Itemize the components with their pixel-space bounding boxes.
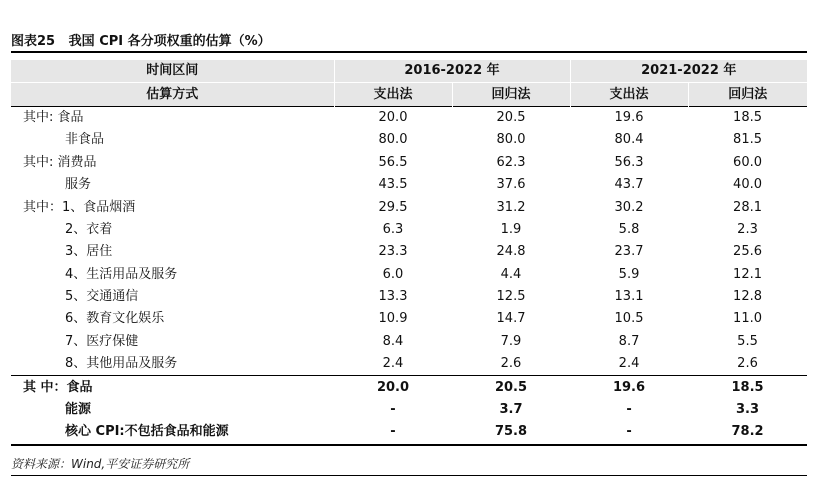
header-row-method: [11, 83, 807, 106]
cell-value: 2.4: [382, 356, 404, 372]
cell-value: 6.0: [382, 266, 404, 282]
cell-value: 14.7: [496, 311, 526, 327]
row-label: 5、交通通信: [65, 289, 139, 305]
row-label: 3、居住: [65, 244, 113, 260]
cell-value: 8.7: [618, 333, 640, 349]
header-method-expenditure-1: 支出法: [334, 83, 452, 106]
table-row: [11, 399, 807, 421]
header-time-range: 时间区间: [11, 60, 334, 83]
cell-value: 43.7: [614, 177, 644, 193]
cell-value: 8.4: [382, 333, 404, 349]
cell-value: 2.6: [500, 356, 522, 372]
cell-value: 80.0: [496, 132, 526, 148]
title-rule: [11, 51, 807, 53]
cell-value: 5.8: [618, 221, 640, 237]
cell-value: 25.6: [733, 244, 762, 260]
cell-value: 81.5: [733, 132, 762, 148]
table-row: [11, 331, 807, 353]
table-row: [11, 152, 807, 174]
row-label: 7、医疗保健: [65, 333, 139, 349]
cell-value: 10.5: [614, 311, 644, 327]
cell-value: 5.5: [737, 333, 758, 349]
cell-value: 6.3: [382, 221, 404, 237]
cell-value: 10.9: [378, 311, 408, 327]
cell-value: -: [390, 402, 396, 418]
row-label: 6、教育文化娱乐: [65, 311, 165, 327]
cell-value: 30.2: [614, 199, 644, 215]
cell-value: 7.9: [500, 333, 522, 349]
cell-value: 12.5: [496, 289, 526, 305]
row-label: 4、生活用品及服务: [65, 266, 178, 282]
cell-value: 62.3: [496, 154, 526, 170]
cell-value: 18.5: [688, 106, 807, 129]
cell-value: 12.1: [733, 266, 762, 282]
cpi-weights-table: [11, 60, 807, 446]
header-method-regression-2: 回归法: [688, 83, 807, 106]
table-row: [11, 174, 807, 196]
cell-value: 56.3: [614, 154, 644, 170]
cell-value: 60.0: [733, 154, 762, 170]
cell-value: 56.5: [378, 154, 408, 170]
table-row: [11, 129, 807, 151]
figure-title: 图表25 我国 CPI 各分项权重的估算（%）: [11, 34, 271, 49]
row-label: 8、其他用品及服务: [65, 356, 178, 372]
cell-value: -: [626, 402, 632, 418]
cell-value: 29.5: [378, 199, 408, 215]
cell-value: 13.1: [614, 289, 644, 305]
cell-value: 31.2: [496, 199, 526, 215]
cell-value: 3.7: [499, 402, 523, 418]
cell-value: 40.0: [733, 177, 762, 193]
table-row: [11, 106, 807, 129]
header-estimation-method: 估算方式: [11, 83, 334, 106]
cell-value: 43.5: [378, 177, 408, 193]
row-label: 其中: 消费品: [23, 154, 97, 170]
table-row: [11, 421, 807, 444]
header-period-2016-2022: 2016-2022 年: [334, 60, 570, 83]
cell-value: 20.0: [334, 376, 452, 399]
row-label: 服务: [65, 177, 92, 193]
table-row: [11, 219, 807, 241]
cell-value: 24.8: [496, 244, 526, 260]
cell-value: 80.4: [614, 132, 644, 148]
cell-value: 78.2: [688, 421, 807, 444]
cell-value: -: [570, 421, 688, 444]
row-label: 其中: 食品: [11, 106, 334, 129]
cell-value: 12.8: [733, 289, 762, 305]
cell-value: 20.5: [452, 106, 570, 129]
table-row: [11, 353, 807, 376]
cell-value: 28.1: [733, 199, 762, 215]
source-note: 资料来源：Wind,平安证券研究所: [11, 457, 190, 471]
cell-value: 13.3: [378, 289, 408, 305]
table-row: [11, 308, 807, 330]
header-period-2021-2022: 2021-2022 年: [570, 60, 807, 83]
table-row: [11, 196, 807, 218]
row-label: 能源: [65, 402, 92, 418]
cell-value: 5.9: [618, 266, 640, 282]
cell-value: 20.0: [334, 106, 452, 129]
cell-value: 80.0: [378, 132, 408, 148]
cell-value: 23.3: [378, 244, 408, 260]
cell-value: 37.6: [496, 177, 526, 193]
footer-rule: [11, 475, 807, 476]
row-label: 其中：1、食品烟酒: [23, 199, 136, 215]
cell-value: 2.3: [737, 221, 758, 237]
table-row: [11, 286, 807, 308]
cell-value: -: [334, 421, 452, 444]
cell-value: 18.5: [688, 376, 807, 399]
header-method-regression-1: 回归法: [452, 83, 570, 106]
cell-value: 75.8: [452, 421, 570, 444]
cell-value: 23.7: [614, 244, 644, 260]
row-label: 核心 CPI:不包括食品和能源: [11, 421, 334, 444]
cell-value: 20.5: [452, 376, 570, 399]
cell-value: 3.3: [736, 402, 760, 418]
cell-value: 19.6: [570, 376, 688, 399]
cell-value: 4.4: [500, 266, 522, 282]
table-row: [11, 376, 807, 399]
row-label: 其 中：食品: [11, 376, 334, 399]
cell-value: 2.6: [737, 356, 758, 372]
table-row: [11, 264, 807, 286]
table-row: [11, 241, 807, 263]
cell-value: 11.0: [733, 311, 762, 327]
row-label: 非食品: [65, 132, 105, 148]
cell-value: 1.9: [500, 221, 522, 237]
header-row-period: [11, 60, 807, 83]
cell-value: 2.4: [618, 356, 640, 372]
row-label: 2、衣着: [65, 221, 113, 237]
header-method-expenditure-2: 支出法: [570, 83, 688, 106]
cell-value: 19.6: [570, 106, 688, 129]
